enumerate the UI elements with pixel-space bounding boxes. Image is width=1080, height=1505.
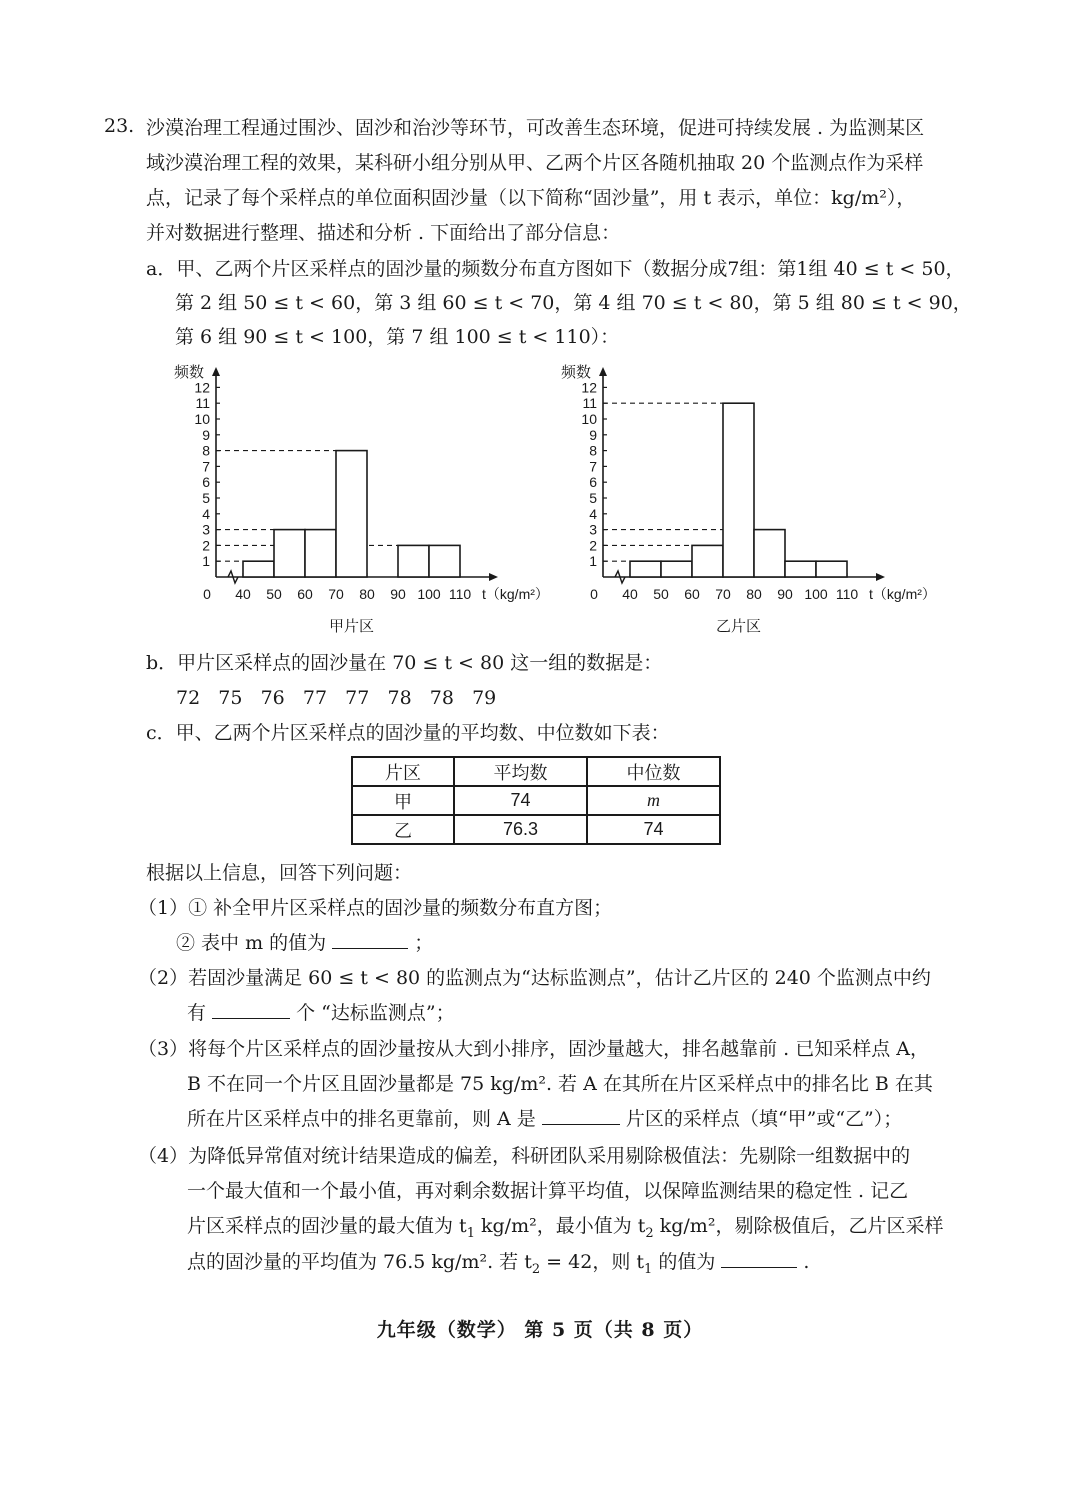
histogram-jia bbox=[160, 355, 580, 645]
histogram-bar bbox=[398, 545, 429, 577]
chart-title: 乙片区 bbox=[715, 617, 762, 635]
y-tick-label: 11 bbox=[195, 395, 210, 412]
page-footer: 九年级（数学） 第 5 页（共 8 页） bbox=[376, 1319, 704, 1341]
q4-text: kg/m²，最小值为 t bbox=[474, 1215, 646, 1237]
y-tick-label: 5 bbox=[589, 490, 597, 506]
y-tick-label: 1 bbox=[589, 553, 597, 570]
y-tick-label: 7 bbox=[202, 458, 210, 475]
subscript: 1 bbox=[644, 1262, 653, 1277]
x-axis-title: t（kg/m²） bbox=[482, 586, 549, 602]
q2-line-2 bbox=[187, 1000, 455, 1026]
q4-text: kg/m²，剔除极值后，乙片区采样 bbox=[653, 1215, 944, 1237]
x-tick-label: 40 bbox=[622, 586, 638, 602]
info-b: b．甲片区采样点的固沙量在 70 ≤ t < 80 这一组的数据是： bbox=[146, 652, 663, 674]
subscript: 1 bbox=[466, 1226, 475, 1241]
subscript: 2 bbox=[645, 1226, 654, 1241]
y-tick-label: 10 bbox=[581, 411, 597, 427]
q4-text: = 42，则 t bbox=[540, 1251, 644, 1273]
q4-end: . bbox=[803, 1251, 810, 1273]
histogram-bar bbox=[243, 561, 274, 577]
x-tick-label: 70 bbox=[328, 586, 344, 602]
x-tick-label: 90 bbox=[777, 586, 793, 602]
q1b-end: ； bbox=[414, 932, 434, 954]
histogram-bar bbox=[305, 530, 336, 577]
subscript: 2 bbox=[531, 1262, 541, 1277]
x-axis-arrow bbox=[876, 573, 885, 581]
x-tick-label: 110 bbox=[448, 586, 472, 602]
histogram-bar bbox=[692, 545, 723, 577]
x-axis-title: t（kg/m²） bbox=[869, 586, 936, 602]
table-cell: 甲 bbox=[352, 786, 454, 815]
y-axis-arrow bbox=[212, 367, 220, 376]
q4-line-3 bbox=[187, 1213, 943, 1242]
histogram-bar bbox=[754, 530, 785, 577]
table-cell: 76.3 bbox=[454, 815, 587, 844]
y-tick-label: 4 bbox=[202, 505, 210, 522]
q3-line-2: B 不在同一个片区且固沙量都是 75 kg/m². 若 A 在其所在片区采样点中的排名比 B 在其 bbox=[187, 1073, 933, 1095]
answer-blank-4[interactable] bbox=[721, 1249, 797, 1268]
info-c: c．甲、乙两个片区采样点的固沙量的平均数、中位数如下表： bbox=[146, 722, 670, 744]
intro-line-3: 点，记录了每个采样点的单位面积固沙量（以下简称“固沙量”，用 t 表示，单位：kg/m²）， bbox=[146, 187, 916, 209]
q4-text: 的值为 bbox=[652, 1251, 716, 1273]
chart-title: 甲片区 bbox=[328, 617, 375, 635]
x-tick-label: 80 bbox=[746, 586, 762, 602]
q4-text: 点的固沙量的平均值为 76.5 kg/m². 若 t bbox=[187, 1251, 532, 1273]
table-header-cell: 平均数 bbox=[454, 757, 587, 786]
y-tick-label: 12 bbox=[194, 379, 210, 396]
table-header-row bbox=[352, 757, 720, 786]
y-tick-label: 2 bbox=[589, 537, 597, 554]
x-tick-label: 50 bbox=[266, 586, 282, 602]
table-row bbox=[352, 786, 720, 815]
y-tick-label: 12 bbox=[581, 379, 597, 396]
histogram-bar bbox=[630, 561, 661, 577]
answer-prompt: 根据以上信息，回答下列问题： bbox=[146, 862, 413, 884]
q2-line-1: （2）若固沙量满足 60 ≤ t < 80 的监测点为“达标监测点”，估计乙片区的 240 个监测点中约 bbox=[138, 967, 931, 989]
origin-label: 0 bbox=[203, 586, 211, 602]
y-tick-label: 6 bbox=[589, 474, 597, 491]
answer-blank-1[interactable] bbox=[332, 930, 408, 949]
x-tick-label: 80 bbox=[359, 586, 375, 602]
table-cell: 74 bbox=[587, 815, 720, 844]
info-a-line-3: 第 6 组 90 ≤ t < 100，第 7 组 100 ≤ t < 110）： bbox=[175, 326, 620, 348]
table-header-cell: 中位数 bbox=[587, 757, 720, 786]
q3-text-post: 片区的采样点（填“甲”或“乙”）； bbox=[625, 1108, 903, 1130]
histogram-bar bbox=[429, 545, 460, 577]
y-axis-arrow bbox=[599, 367, 607, 376]
x-tick-label: 70 bbox=[715, 586, 731, 602]
q3-text-pre: 所在片区采样点中的排名更靠前，则 A 是 bbox=[187, 1108, 536, 1130]
table-cell: m bbox=[587, 786, 720, 815]
table-header-cell: 片区 bbox=[352, 757, 454, 786]
y-tick-label: 8 bbox=[202, 442, 210, 459]
q3-line-1: （3）将每个片区采样点的固沙量按从大到小排序，固沙量越大，排名越靠前 . 已知采样点 A， bbox=[138, 1038, 929, 1060]
histogram-bar bbox=[785, 561, 816, 577]
x-tick-label: 100 bbox=[417, 586, 441, 602]
y-tick-label: 2 bbox=[202, 537, 210, 554]
q4-line-4 bbox=[187, 1249, 809, 1278]
histogram-bar bbox=[336, 451, 367, 577]
y-tick-label: 11 bbox=[582, 395, 597, 412]
y-tick-label: 9 bbox=[589, 426, 597, 443]
q1-part-b bbox=[176, 930, 433, 956]
histogram-yi bbox=[547, 355, 967, 645]
origin-label: 0 bbox=[590, 586, 598, 602]
stats-table bbox=[351, 756, 721, 845]
y-tick-label: 4 bbox=[589, 505, 597, 522]
y-tick-label: 6 bbox=[202, 474, 210, 491]
info-b-data: 72 75 76 77 77 78 78 79 bbox=[176, 687, 497, 709]
x-tick-label: 40 bbox=[235, 586, 251, 602]
histogram-bar bbox=[661, 561, 692, 577]
x-tick-label: 50 bbox=[653, 586, 669, 602]
q4-text: 片区采样点的固沙量的最大值为 t bbox=[187, 1215, 467, 1237]
x-tick-label: 100 bbox=[804, 586, 828, 602]
question-number: 23. bbox=[104, 115, 135, 137]
y-tick-label: 9 bbox=[202, 426, 210, 443]
q4-line-2: 一个最大值和一个最小值，再对剩余数据计算平均值，以保障监测结果的稳定性 . 记乙 bbox=[187, 1180, 909, 1202]
answer-blank-3[interactable] bbox=[542, 1106, 620, 1125]
q1b-text: ② 表中 m 的值为 bbox=[176, 932, 327, 954]
y-tick-label: 1 bbox=[202, 553, 210, 570]
histogram-bar bbox=[816, 561, 847, 577]
table-cell: 乙 bbox=[352, 815, 454, 844]
table-row bbox=[352, 815, 720, 844]
y-axis-title: 频数 bbox=[174, 363, 205, 381]
answer-blank-2[interactable] bbox=[212, 1000, 290, 1019]
y-tick-label: 7 bbox=[589, 458, 597, 475]
histogram-bar bbox=[723, 403, 754, 577]
info-a-line-1: a．甲、乙两个片区采样点的固沙量的频数分布直方图如下（数据分成7组：第1组 40 ≤ t < 50， bbox=[146, 258, 965, 280]
intro-line-2: 域沙漠治理工程的效果，某科研小组分别从甲、乙两个片区各随机抽取 20 个监测点作为采样 bbox=[146, 152, 924, 174]
x-tick-label: 60 bbox=[297, 586, 313, 602]
info-a-line-2: 第 2 组 50 ≤ t < 60，第 3 组 60 ≤ t < 70，第 4 组 70 ≤ t < 80，第 5 组 80 ≤ t < 90， bbox=[175, 292, 972, 314]
y-tick-label: 5 bbox=[202, 490, 210, 506]
x-tick-label: 90 bbox=[390, 586, 406, 602]
y-tick-label: 10 bbox=[194, 411, 210, 427]
y-tick-label: 3 bbox=[589, 521, 597, 538]
y-axis-title: 频数 bbox=[561, 363, 592, 381]
q1-part-a: （1）① 补全甲片区采样点的固沙量的频数分布直方图； bbox=[138, 897, 613, 919]
q2-text-pre: 有 bbox=[187, 1002, 207, 1024]
intro-line-1: 沙漠治理工程通过围沙、固沙和治沙等环节，可改善生态环境，促进可持续发展 . 为监测某区 bbox=[146, 117, 925, 139]
histogram-bar bbox=[274, 530, 305, 577]
y-tick-label: 3 bbox=[202, 521, 210, 538]
x-tick-label: 110 bbox=[835, 586, 859, 602]
x-axis-arrow bbox=[489, 573, 498, 581]
y-tick-label: 8 bbox=[589, 442, 597, 459]
x-tick-label: 60 bbox=[684, 586, 700, 602]
q3-line-3 bbox=[187, 1106, 902, 1132]
intro-line-4: 并对数据进行整理、描述和分析 . 下面给出了部分信息： bbox=[146, 222, 621, 244]
table-cell: 74 bbox=[454, 786, 587, 815]
q4-line-1: （4）为降低异常值对统计结果造成的偏差，科研团队采用剔除极值法：先剔除一组数据中的 bbox=[138, 1145, 911, 1167]
q2-text-post: 个 “达标监测点”； bbox=[296, 1002, 455, 1024]
